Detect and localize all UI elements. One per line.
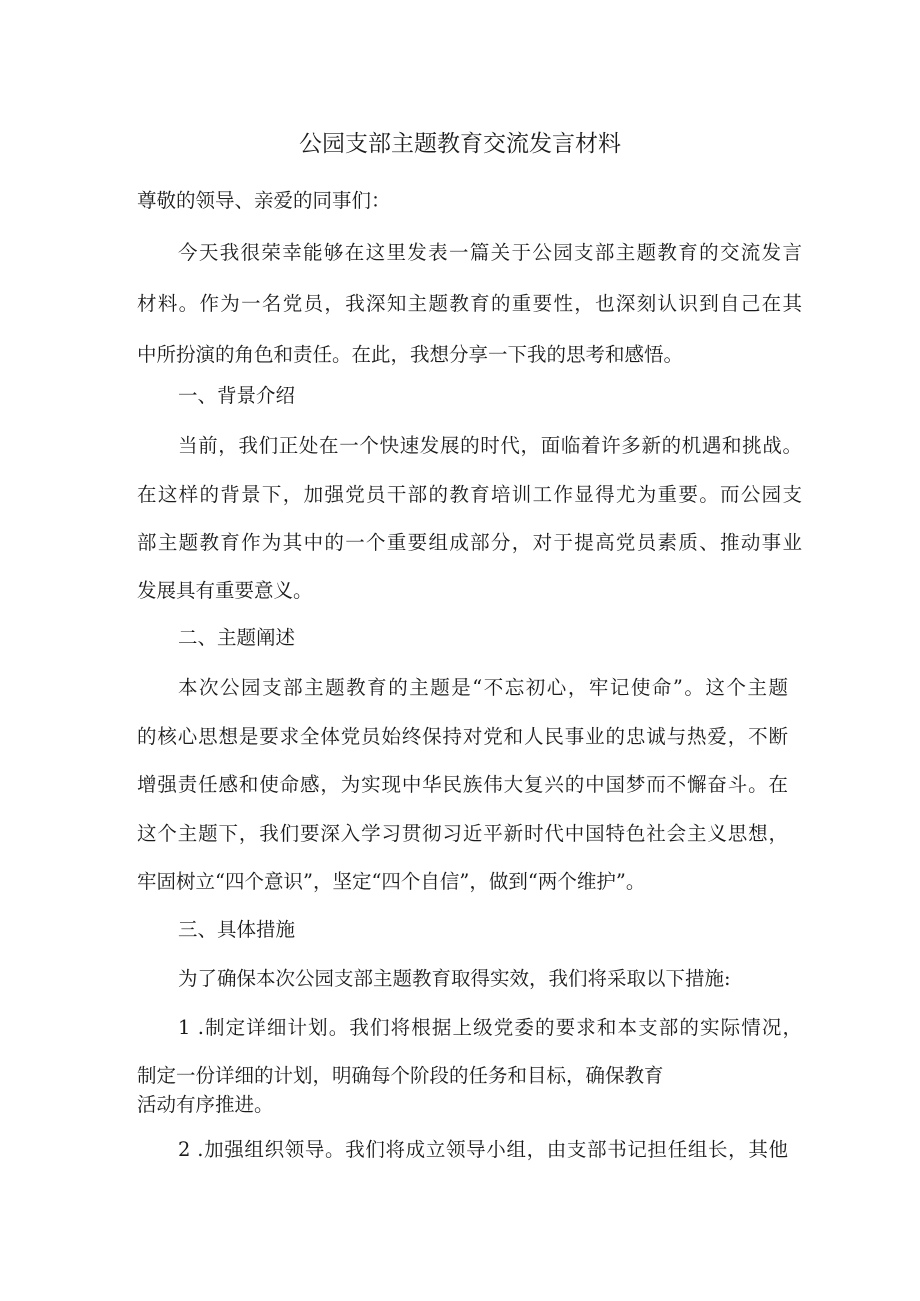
intro-line-2: 材料。作为一名党员，我深知主题教育的重要性，也深刻认识到自己在其 [137,292,802,315]
intro-line-3: 中所扮演的角色和责任。在此，我想分享一下我的思考和感悟。 [137,343,684,366]
document-title: 公园支部主题教育交流发言材料 [299,131,621,157]
theme-line-2: 的核心思想是要求全体党员始终保持对党和人民事业的忠诚与热爱，不断 [137,725,788,748]
theme-line-3: 增强责任感和使命感，为实现中华民族伟大复兴的中国梦而不懈奋斗。在 [137,773,788,796]
background-line-4: 发展具有重要意义。 [137,579,313,602]
measures-intro: 为了确保本次公园支部主题教育取得实效，我们将采取以下措施: [178,967,731,990]
background-line-3: 部主题教育作为其中的一个重要组成部分，对于提高党员素质、推动事业 [137,531,802,554]
intro-line-1: 今天我很荣幸能够在这里发表一篇关于公园支部主题教育的交流发言 [178,241,802,264]
measure-1-line-3: 活动有序推进。 [137,1093,274,1116]
theme-line-1: 本次公园支部主题教育的主题是“不忘初心，牢记使命”。这个主题 [178,676,788,699]
theme-line-4: 这个主题下，我们要深入学习贯彻习近平新时代中国特色社会主义思想， [137,822,788,845]
salutation: 尊敬的领导、亲爱的同事们： [137,189,391,212]
background-line-1: 当前，我们正处在一个快速发展的时代，面临着许多新的机遇和挑战。 [178,434,802,457]
measure-1-line-1: 1 .制定详细计划。我们将根据上级党委的要求和本支部的实际情况， [178,1016,802,1039]
section-heading-measures: 三、具体措施 [178,918,296,941]
theme-line-5: 牢固树立“四个意识”，坚定“四个自信”，做到“两个维护”。 [137,870,646,893]
section-heading-theme: 二、主题阐述 [178,626,296,649]
measure-2-line-1: 2 .加强组织领导。我们将成立领导小组，由支部书记担任组长，其他 [178,1138,788,1161]
section-heading-background: 一、背景介绍 [178,384,296,407]
background-line-2: 在这样的背景下，加强党员干部的教育培训工作显得尤为重要。而公园支 [137,483,802,506]
measure-1-line-2: 制定一份详细的计划，明确每个阶段的任务和目标，确保教育 [137,1064,664,1087]
